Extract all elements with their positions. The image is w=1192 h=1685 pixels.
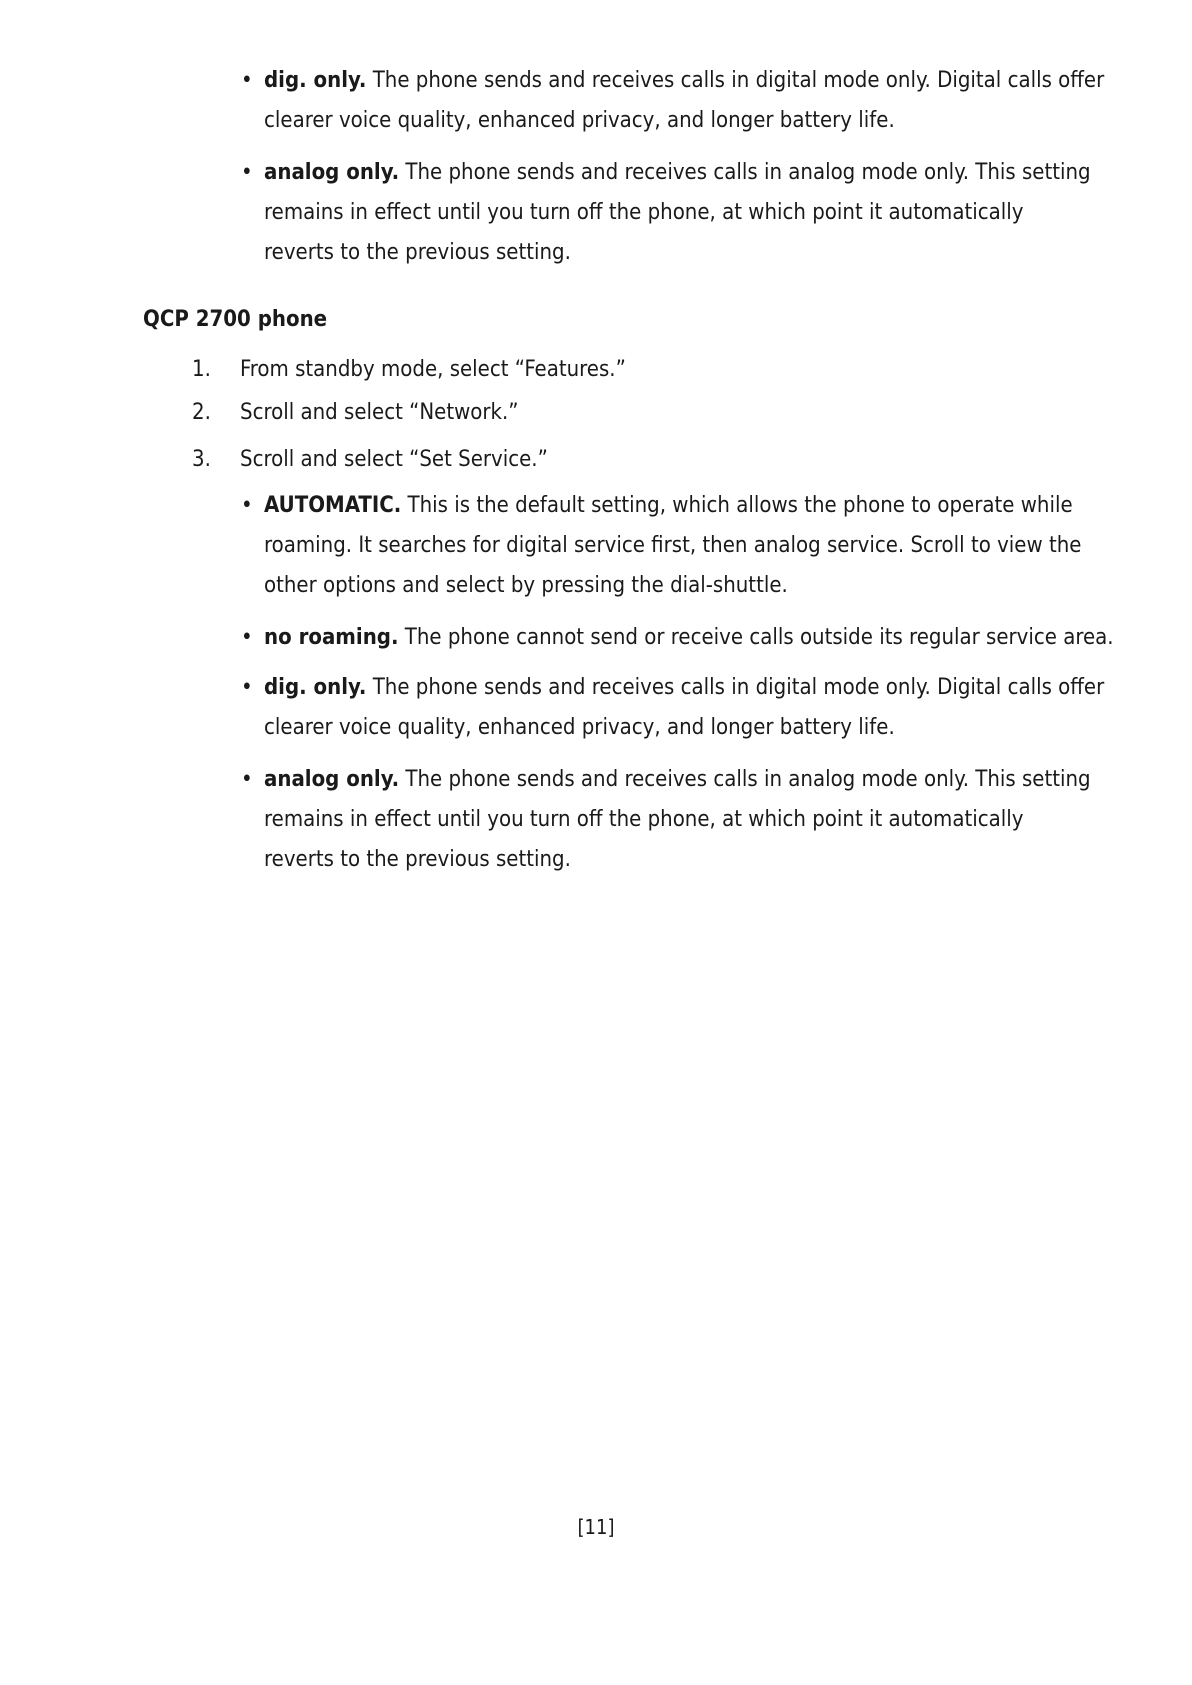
bullet-text: reverts to the previous setting.	[264, 847, 571, 872]
bullet-dot: •	[241, 675, 253, 700]
bullet-text: This is the default setting, which allows the phone to operate while	[401, 493, 1073, 518]
bullet-dot: •	[241, 767, 253, 792]
bullet-text: The phone sends and receives calls in analog mode only. This setting	[399, 160, 1091, 185]
bullet-text: The phone cannot send or receive calls outside its regular service area.	[398, 625, 1114, 650]
step-item	[192, 393, 519, 433]
bullet-dot: •	[241, 160, 253, 185]
step-text: Scroll and select “Set Service.”	[240, 447, 548, 472]
bullet-text: The phone sends and receives calls in analog mode only. This setting	[399, 767, 1091, 792]
step-item	[192, 350, 626, 390]
bullet-text: roaming. It searches for digital service first, then analog service. Scroll to view the	[264, 533, 1082, 558]
bullet-term: dig. only.	[264, 675, 367, 700]
bullet-text: The phone sends and receives calls in digital mode only. Digital calls offer	[366, 675, 1105, 700]
bullet-term: analog only.	[264, 160, 400, 185]
step-text: From standby mode, select “Features.”	[240, 357, 626, 382]
bullet-term: dig. only.	[264, 68, 367, 93]
bullet-dot: •	[241, 68, 253, 93]
bullet-term: analog only.	[264, 767, 400, 792]
bullet-text: remains in effect until you turn off the phone, at which point it automatically	[264, 200, 1024, 225]
step-text: Scroll and select “Network.”	[240, 400, 519, 425]
bullet-text: The phone sends and receives calls in digital mode only. Digital calls offer	[366, 68, 1105, 93]
bullet-text: other options and select by pressing the dial-shuttle.	[264, 573, 788, 598]
step-number: 3.	[192, 447, 211, 472]
bullet-dot: •	[241, 493, 253, 518]
bullet-text: reverts to the previous setting.	[264, 240, 571, 265]
step-number: 2.	[192, 400, 211, 425]
section-heading: QCP 2700 phone	[143, 307, 328, 332]
bullet-text: remains in effect until you turn off the phone, at which point it automatically	[264, 807, 1024, 832]
bullet-text: clearer voice quality, enhanced privacy, and longer battery life.	[264, 108, 895, 133]
bullet-term: AUTOMATIC.	[264, 493, 402, 518]
step-item	[192, 440, 548, 480]
bullet-term: no roaming.	[264, 625, 399, 650]
step-number: 1.	[192, 357, 211, 382]
bullet-dot: •	[241, 625, 253, 650]
bullet-text: clearer voice quality, enhanced privacy, and longer battery life.	[264, 715, 895, 740]
page-number: [11]	[577, 1515, 615, 1539]
